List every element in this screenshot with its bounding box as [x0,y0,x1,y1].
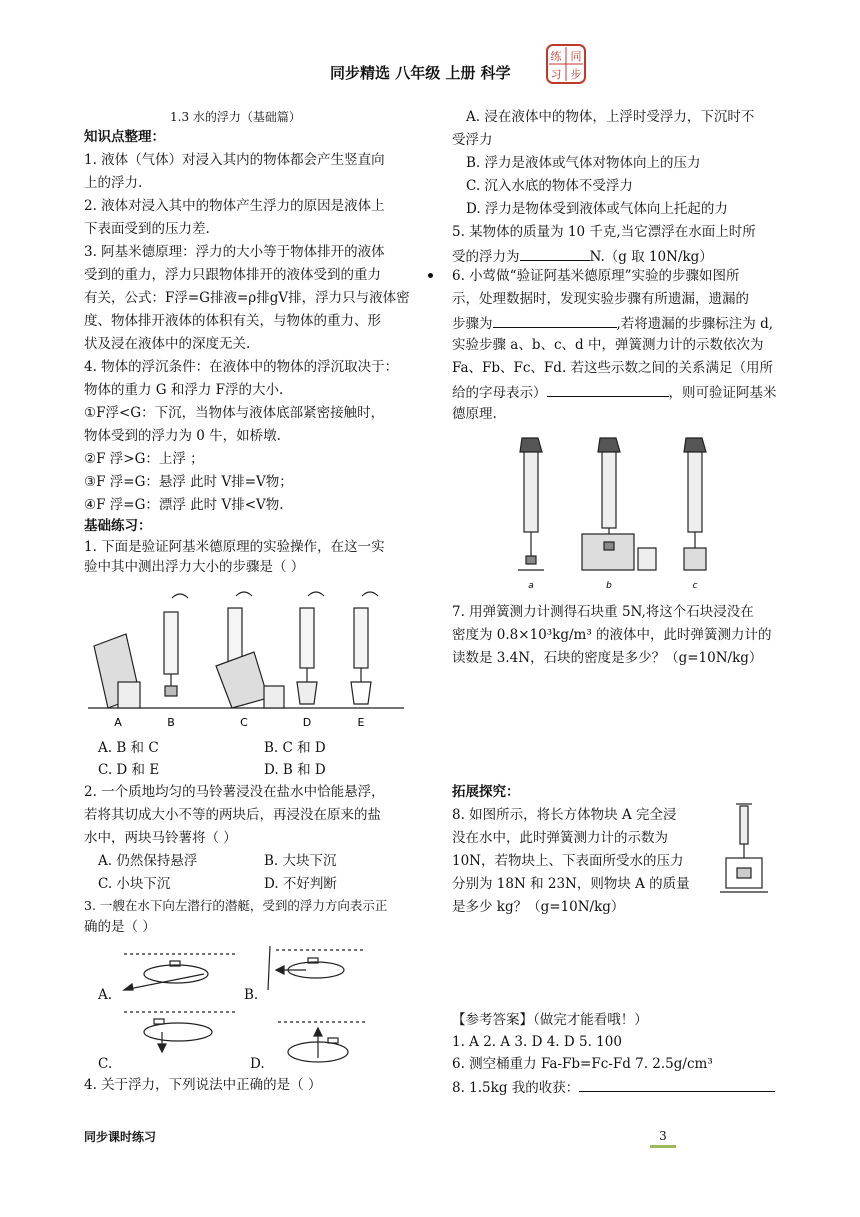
text-line: 确的是（ ） [84,919,156,935]
text-line [452,382,777,402]
fig-label: C [240,716,248,729]
seal-char: 习 [550,68,562,81]
seal-char: 同 [570,50,582,63]
section-title: 1.3 水的浮力（基础篇） [170,110,301,124]
text-part: 受的浮力为 [452,249,520,265]
text-line: 物体的重力 G 和浮力 F浮的大小. [84,382,284,398]
q1-option-b: B. C 和 D [264,740,326,756]
text-line: ④F 浮=G：漂浮 此时 V排<V物. [84,497,284,513]
text-part: 步骤为 [452,316,493,332]
bullet-dot [428,273,433,278]
q2-option-b: B. 大块下沉 [264,853,337,869]
q4-option-c: C. 沉入水底的物体不受浮力 [466,178,633,194]
question-3: 3. 一艘在水下向左潜行的潜艇，受到的浮力方向表示正 [84,898,388,913]
fig-label: a [528,581,534,591]
knowledge-heading: 知识点整理： [84,129,165,145]
question-1: 1. 下面是验证阿基米德原理的实验操作，在这一实 [84,539,385,555]
text-part: N.（g 取 10N/kg） [589,249,713,265]
text-line [452,246,713,266]
text-line: 受浮力 [452,132,493,148]
text-line: 分别为 18N 和 23N，则物块 A 的质量 [452,876,690,892]
question-4: 4. 关于浮力，下列说法中正确的是（ ） [84,1077,322,1093]
fig-label: c [692,581,698,591]
text-line: 是多少 kg？（g=10N/kg） [452,899,625,915]
q1-option-a: A. B 和 C [98,740,159,756]
q2-option-d: D. 不好判断 [264,876,337,892]
answer-blank[interactable] [547,382,669,397]
q1-figure [86,586,406,731]
answer-line: 6. 测空桶重力 Fa-Fb=Fc-Fd 7. 2.5g/cm³ [452,1056,713,1072]
text-line: 示，处理数据时，发现实验步骤有所遗漏，遗漏的 [452,291,749,307]
text-line: 1. 液体（气体）对浸入其内的物体都会产生竖直向 [84,152,385,168]
text-line: 实验步骤 a、b、c、d 中，弹簧测力计的示数依次为 [452,337,764,353]
fig-label: A [114,716,122,729]
q2-option-a: A. 仍然保持悬浮 [98,853,198,869]
fig-label: b [606,581,612,591]
text-line: 受到的重力，浮力只跟物体排开的液体受到的重力 [84,267,381,283]
text-line: 密度为 0.8×10³kg/m³ 的液体中，此时弹簧测力计的 [452,627,772,643]
text-line: Fa、Fb、Fc、Fd. 若这些示数之间的关系满足（用所 [452,360,774,376]
text-part: 给的字母表示） [452,385,547,401]
extension-heading: 拓展探究： [452,784,520,800]
text-line: 下表面受到的压力差. [84,221,210,237]
text-line: 10N，若物块上、下表面所受水的压力 [452,853,684,869]
text-line: ①F浮<G：下沉，当物体与液体底部紧密接触时， [84,405,385,421]
q8-figure [716,802,772,898]
text-line: 没在水中，此时弹簧测力计的示数为 [452,830,668,846]
text-line: 物体受到的浮力为 0 牛，如桥墩. [84,428,281,444]
q1-option-c: C. D 和 E [98,762,160,778]
question-2: 2. 一个质地均匀的马铃薯浸没在盐水中恰能悬浮， [84,784,385,800]
header-title: 同步精选 八年级 上册 科学 [330,64,511,82]
fig-label: E [357,716,365,729]
text-line: 2. 液体对浸入其中的物体产生浮力的原因是液体上 [84,198,385,214]
q3-option-d: D. [250,1056,265,1072]
q3-option-b: B. [244,987,259,1003]
text-line: ②F 浮>G：上浮 ； [84,451,204,467]
fig-label: B [167,716,175,729]
q3-option-a: A. [98,987,113,1003]
text-line: 有关，公式：F浮=G排液=ρ排gV排，浮力只与液体密 [84,290,410,306]
footer-label: 同步课时练习 [84,1130,157,1144]
answer-line: 1. A 2. A 3. D 4. D 5. 100 [452,1034,622,1050]
text-line [452,313,773,333]
q4-option-a: A. 浸在液体中的物体，上浮时受浮力，下沉时不 [466,109,755,125]
page-number-bar [650,1145,676,1148]
seal-char: 步 [570,68,582,81]
question-6: 6. 小莺做“验证阿基米德原理”实验的步骤如图所 [452,268,740,284]
text-line: 上的浮力. [84,175,143,191]
q6-figure [508,430,738,595]
seal-logo [546,44,586,84]
text-line: 4. 物体的浮沉条件：在液体中的物体的浮沉取决于： [84,359,399,375]
text-line: 若将其切成大小不等的两块后，再浸没在原来的盐 [84,807,381,823]
page-number: 3 [659,1129,667,1143]
fig-label: D [302,716,312,729]
q1-option-d: D. B 和 D [264,762,326,778]
text-part: ,若将遗漏的步骤标注为 d, [616,316,774,332]
text-line: 水中，两块马铃薯将（ ） [84,830,237,846]
text-line: 状及浸在液体中的深度无关. [84,336,251,352]
answer-blank[interactable] [493,313,617,328]
q3-option-c: C. [98,1056,113,1072]
answer-heading: 【参考答案】（做完才能看哦！） [452,1012,648,1028]
text-part: 8. 1.5kg 我的收获： [452,1080,580,1096]
q2-option-c: C. 小块下沉 [98,876,171,892]
answer-line [452,1077,775,1097]
text-line: 读数是 3.4N，石块的密度是多少？（g=10N/kg） [452,650,763,666]
text-line: ③F 浮=G：悬浮 此时 V排=V物； [84,474,293,490]
text-part: ，则可验证阿基米 [668,385,777,401]
text-line: 德原理. [452,406,497,422]
question-8: 8. 如图所示，将长方体物块 A 完全浸 [452,807,677,823]
text-line: 验中其中测出浮力大小的步骤是（ ） [84,559,305,575]
question-5: 5. 某物体的质量为 10 千克,当它漂浮在水面上时所 [452,224,756,240]
q4-option-b: B. 浮力是液体或气体对物体向上的压力 [466,155,701,171]
q4-option-d: D. 浮力是物体受到液体或气体向上托起的力 [466,201,728,217]
seal-char: 练 [550,50,562,63]
answer-blank[interactable] [520,246,590,261]
practice-heading: 基础练习： [84,518,152,534]
text-line: 3. 阿基米德原理：浮力的大小等于物体排开的液体 [84,244,385,260]
question-7: 7. 用弹簧测力计测得石块重 5N,将这个石块浸没在 [452,604,754,620]
text-line: 度、物体排开液体的体积有关，与物体的重力、形 [84,313,381,329]
gains-blank[interactable] [579,1077,775,1092]
